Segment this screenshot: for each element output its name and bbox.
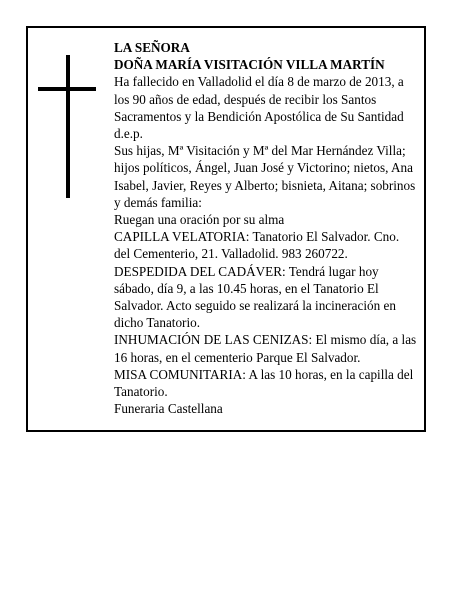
farewell-info: DESPEDIDA DEL CADÁVER: Tendrá lugar hoy sábado, día 9, a las 10.45 horas, en el Tanatorio El Salvador. Acto seguido se realizará la incineración en dicho Tanatorio. [114, 263, 396, 331]
deceased-name: DOÑA MARÍA VISITACIÓN VILLA MARTÍN [114, 57, 385, 73]
cross-vertical-bar [66, 55, 70, 198]
wake-chapel-info: CAPILLA VELATORIA: Tanatorio El Salvador. Cno. del Cementerio, 21. Valladolid. 983 260722. [114, 229, 400, 262]
cross-horizontal-bar [38, 87, 96, 91]
prayer-request: Ruegan una oración por su alma [114, 212, 285, 228]
death-announcement: Ha fallecido en Valladolid el día 8 de marzo de 2013, a los 90 años de edad, después de recibir los Santos Sacramentos y la Bendición Apostólica de Su Santidad d.e.p. [114, 74, 404, 142]
cross-icon [38, 55, 96, 198]
mass-info: MISA COMUNITARIA: A las 10 horas, en la capilla del Tanatorio. [114, 366, 414, 400]
funeral-home: Funeraria Castellana [114, 401, 223, 417]
notice-title: LA SEÑORA [114, 40, 190, 55]
family-list: Sus hijas, Mª Visitación y Mª del Mar Hernández Villa; hijos políticos, Ángel, Juan José y Victorino; nietos, Ana Isabel, Javier, Reyes y Alberto; bisnieta, Aitana; sobrinos y demás familia: [114, 143, 416, 210]
ashes-burial-info: INHUMACIÓN DE LAS CENIZAS: El mismo día, a las 16 horas, en el cementerio Parque El Salvador. [114, 332, 417, 365]
obituary-text [114, 39, 418, 417]
